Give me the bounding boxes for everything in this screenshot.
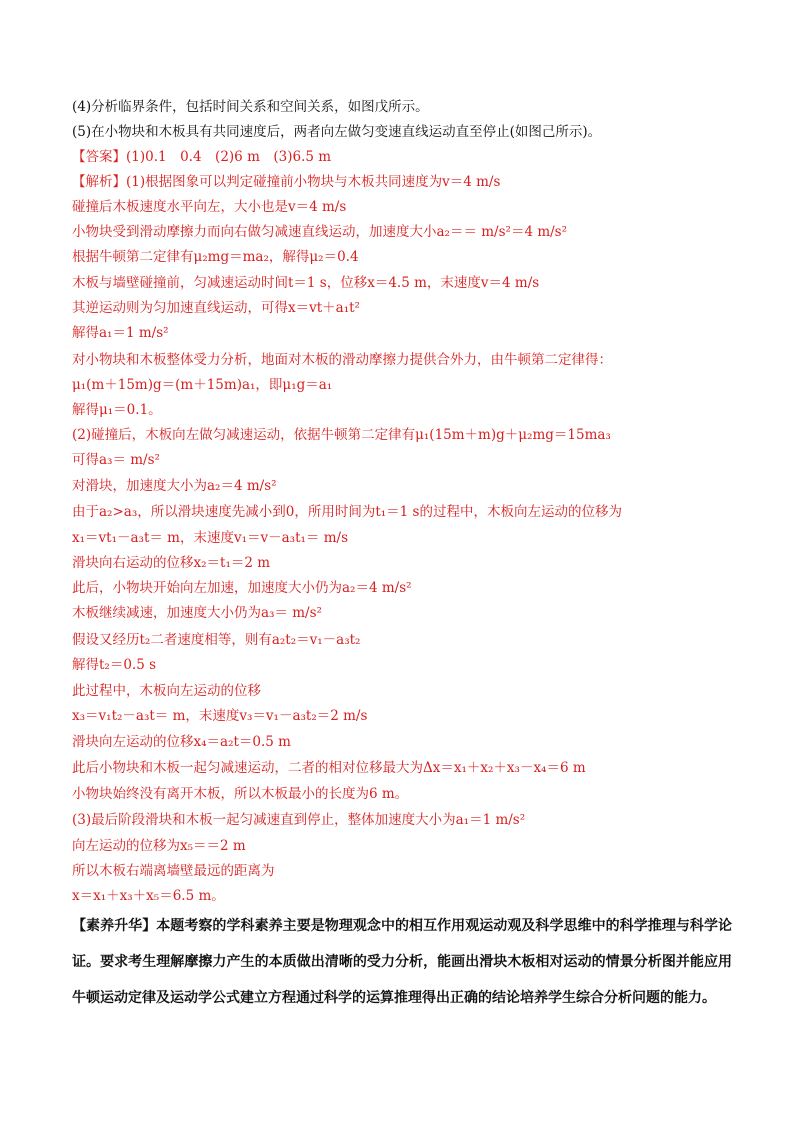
text-line: 由于a₂>a₃，所以滑块速度先减小到0，所用时间为t₁＝1 s的过程中，木板向左运动的位移为: [72, 504, 622, 520]
text-line: 此过程中，木板向左运动的位移: [72, 683, 261, 699]
text-line: (5)在小物块和木板具有共同速度后，两者向左做匀变速直线运动直至停止(如图己所示)。: [72, 124, 602, 140]
text-line: 此后小物块和木板一起匀减速运动，二者的相对位移最大为Δx＝x₁＋x₂＋x₃－x₄＝6 m: [72, 760, 586, 776]
text-line: (2)碰撞后，木板向左做匀减速运动，依据牛顿第二定律有μ₁(15m＋m)g＋μ₂mg＝15ma₃: [72, 427, 611, 443]
text-line: 对滑块，加速度大小为a₂＝4 m/s²: [72, 478, 277, 494]
text-line: 假设又经历t₂二者速度相等，则有a₂t₂＝v₁－a₃t₂: [72, 632, 361, 648]
text-line: 对小物块和木板整体受力分析，地面对木板的滑动摩擦力提供合外力，由牛顿第二定律得：: [72, 352, 612, 368]
text-line: 解得t₂＝0.5 s: [72, 657, 157, 673]
literacy-summary-paragraph: 【素养升华】本题考察的学科素养主要是物理观念中的相互作用观运动观及科学思维中的科学推理与科学论证。要求考生理解摩擦力产生的本质做出清晰的受力分析，能画出滑块木板相对运动的情景分析图并能应用牛顿运动定律及运动学公式建立方程通过科学的运算推理得出正确的结论培养学生综合分析问题的能力。: [72, 918, 732, 1006]
answer-line: 【答案】(1)0.1 0.4 (2)6 m (3)6.5 m: [72, 149, 332, 165]
text-line: 其逆运动则为匀加速直线运动，可得x＝vt＋a₁t²: [72, 300, 360, 316]
text-line: x₃＝v₁t₂－a₃t＝ m，末速度v₃＝v₁－a₃t₂＝2 m/s: [72, 708, 368, 724]
text-line: 木板继续减速，加速度大小仍为a₃＝ m/s²: [72, 605, 322, 621]
text-line: 小物块始终没有离开木板，所以木板最小的长度为6 m。: [72, 786, 409, 802]
text-line: 碰撞后木板速度水平向左，大小也是v＝4 m/s: [72, 199, 347, 215]
text-line: x₁＝vt₁－a₃t＝ m，末速度v₁＝v－a₃t₁＝ m/s: [72, 530, 348, 546]
text-line: μ₁(m＋15m)g＝(m＋15m)a₁，即μ₁g＝a₁: [72, 377, 333, 393]
text-line: x＝x₁＋x₃＋x₅＝6.5 m。: [72, 888, 225, 904]
text-line: (4)分析临界条件，包括时间关系和空间关系，如图戊所示。: [72, 99, 429, 115]
text-line: (3)最后阶段滑块和木板一起匀减速直到停止，整体加速度大小为a₁＝1 m/s²: [72, 812, 526, 828]
text-line: 解得μ₁＝0.1。: [72, 402, 162, 418]
text-line: 可得a₃＝ m/s²: [72, 452, 160, 468]
text-line: 滑块向右运动的位移x₂＝t₁＝2 m: [72, 555, 271, 571]
text-line: 滑块向左运动的位移x₄＝a₂t＝0.5 m: [72, 734, 291, 750]
text-line: 木板与墙壁碰撞前，匀减速运动时间t＝1 s，位移x＝4.5 m，末速度v＝4 m/s: [72, 275, 540, 291]
text-line: 小物块受到滑动摩擦力而向右做匀减速直线运动，加速度大小a₂＝＝ m/s²＝4 m/s²: [72, 224, 568, 240]
text-line: 根据牛顿第二定律有μ₂mg＝ma₂，解得μ₂＝0.4: [72, 249, 359, 265]
analysis-line: 【解析】(1)根据图象可以判定碰撞前小物块与木板共同速度为v＝4 m/s: [72, 174, 501, 190]
text-line: 解得a₁＝1 m/s²: [72, 325, 169, 341]
text-line: 所以木板右端离墙壁最远的距离为: [72, 863, 275, 879]
text-line: 向左运动的位移为x₅＝＝2 m: [72, 838, 246, 854]
text-line: 此后，小物块开始向左加速，加速度大小仍为a₂＝4 m/s²: [72, 580, 412, 596]
